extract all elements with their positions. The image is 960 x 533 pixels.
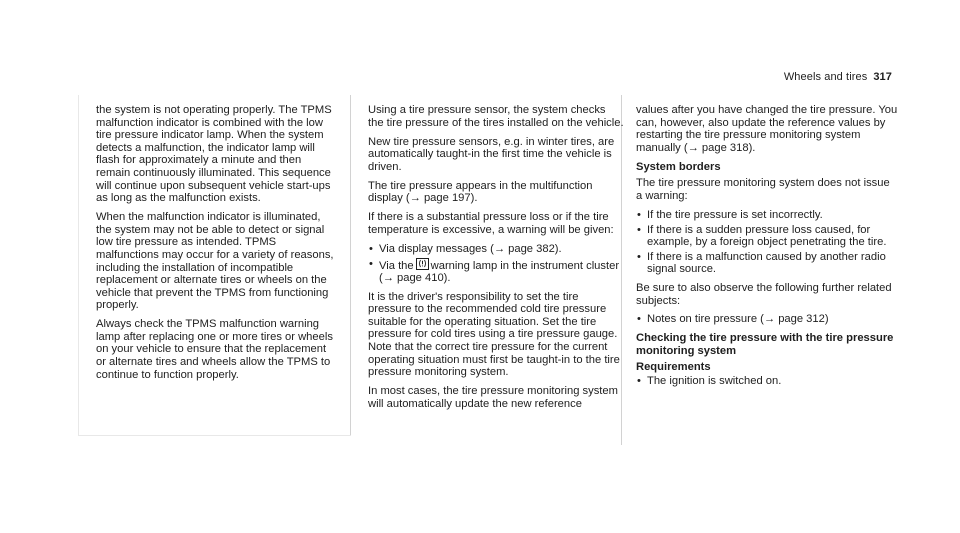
page-number: 317 [873, 71, 892, 83]
heading-requirements: Requirements [636, 361, 711, 374]
tire-pressure-warning-icon [416, 258, 429, 270]
heading-system-borders: System borders [636, 160, 721, 173]
system-borders-list [636, 209, 898, 276]
column-right [636, 104, 898, 393]
running-header [784, 71, 892, 83]
paragraph: values after you have changed the tire pressure. You can, however, also update the reference values by restarting the tire pressure monitoring system manually (→ page 318). [636, 104, 898, 154]
warning-list [368, 243, 624, 285]
section-title: Wheels and tires [783, 71, 868, 83]
list-item: • If there is a sudden pressure loss caused, for example, by a foreign object penetrating the tire. [637, 223, 887, 249]
column-divider [350, 95, 351, 435]
list-item: • Notes on tire pressure (→ page 312) [637, 313, 829, 326]
paragraph: the system is not operating properly. The TPMS malfunction indicator is combined with the low tire pressure indicator lamp. When the system detects a malfunction, the indicator lamp will flash for approximately a minute and then remain continuously illuminated. This sequence will continue upon subsequent vehicle start-ups as long as the malfunction exists. [96, 104, 332, 205]
paragraph: It is the driver's responsibility to set the tire pressure to the recommended cold tire pressure suitable for the operating situation. Set the tire pressure for cold tires using a tire pressure gauge. Note that the correct tire pressure for the current operating situation must first be taught-in to the tire pressure monitoring system. [368, 290, 620, 379]
column-frame-bottom [78, 435, 351, 436]
heading-checking-tire-pressure: Checking the tire pressure with the tire pressure monitoring system [636, 332, 894, 357]
paragraph: If there is a substantial pressure loss or if the tire temperature is excessive, a warning will be given: [368, 211, 614, 236]
list-item: • If the tire pressure is set incorrectly. [637, 208, 823, 221]
paragraph: The tire pressure monitoring system does not issue a warning: [636, 177, 890, 202]
column-frame-left [78, 95, 79, 435]
related-list [636, 313, 898, 326]
column-left [96, 104, 334, 388]
paragraph: Always check the TPMS malfunction warning lamp after replacing one or more tires or wheels on your vehicle to ensure that the replacement or alternate tires and wheels allow the TPMS to continue to function properly. [96, 318, 333, 381]
list-item: • If there is a malfunction caused by another radio signal source. [637, 250, 886, 276]
paragraph: In most cases, the tire pressure monitoring system will automatically update the new reference [368, 385, 618, 410]
list-item: • Via the warning lamp in the instrument cluster (→ page 410). [369, 257, 620, 285]
paragraph: Using a tire pressure sensor, the system checks the tire pressure of the tires installed on the vehicle. [368, 104, 624, 129]
list-item: • Via display messages (→ page 382). [369, 242, 562, 255]
paragraph: When the malfunction indicator is illuminated, the system may not be able to detect or signal low tire pressure as intended. TPMS malfunctions may occur for a variety of reasons, including the installation of incompatible replacement or alternate tires or wheels on the vehicle that prevent the TPMS from functioning properly. [96, 211, 334, 312]
paragraph: Be sure to also observe the following further related subjects: [636, 281, 892, 307]
column-middle [368, 104, 624, 417]
requirements-list [636, 375, 898, 388]
paragraph: New tire pressure sensors, e.g. in winter tires, are automatically taught-in the first time the vehicle is driven. [368, 135, 615, 173]
paragraph: The tire pressure appears in the multifunction display (→ page 197). [368, 179, 593, 205]
list-item: • The ignition is switched on. [637, 374, 782, 387]
